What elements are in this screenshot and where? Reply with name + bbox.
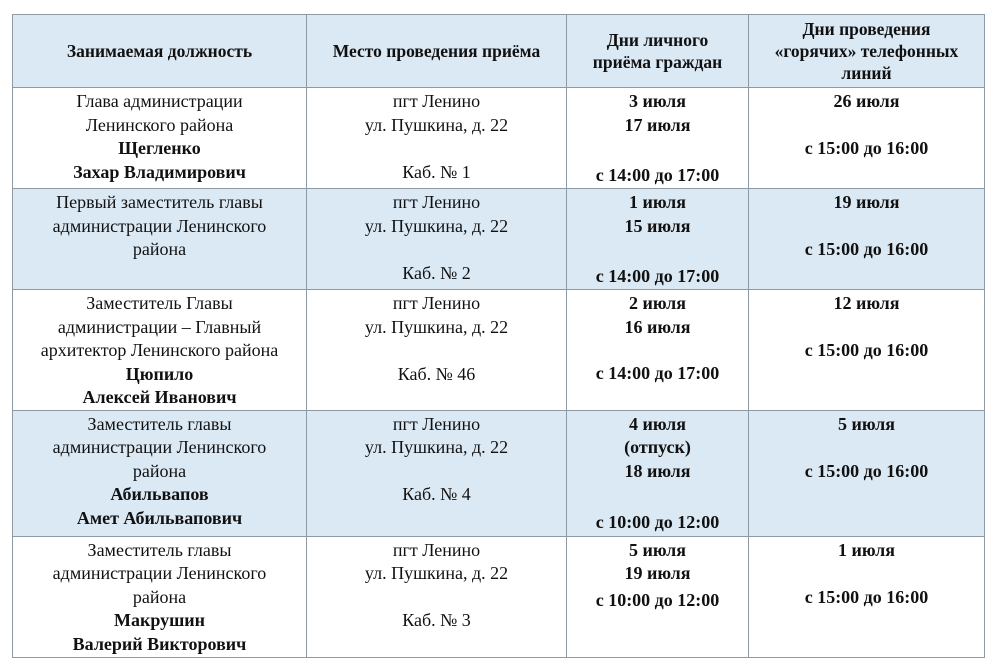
table-row: [13, 189, 985, 290]
schedule-table: [12, 14, 985, 658]
header-position: Занимаемая должность: [13, 15, 307, 88]
hotline-cell: 1 июля с 15:00 до 16:00: [749, 536, 985, 657]
header-place: Место проведения приёма: [307, 15, 567, 88]
official-name: Щегленко: [118, 138, 201, 158]
reception-time: с 14:00 до 17:00: [595, 265, 720, 286]
reception-cell: 1 июля 15 июля с 14:00 до 17:00: [567, 189, 749, 290]
reception-time: с 10:00 до 12:00: [595, 512, 720, 532]
cabinet: Каб. № 4: [402, 484, 471, 504]
reception-cell: 5 июля 19 июля с 10:00 до 12:00: [567, 536, 749, 657]
reception-time: с 14:00 до 17:00: [595, 363, 720, 383]
hotline-cell: 19 июля с 15:00 до 16:00: [749, 189, 985, 290]
reception-cell: 4 июля (отпуск) 18 июля с 10:00 до 12:00: [567, 410, 749, 536]
hotline-time: с 15:00 до 16:00: [804, 239, 929, 259]
position-cell: Глава администрации Ленинского района Щегленко Захар Владимирович: [13, 88, 307, 189]
official-name: Захар Владимирович: [73, 161, 246, 182]
table-row: [13, 536, 985, 657]
table-row: [13, 410, 985, 536]
cabinet: Каб. № 3: [402, 610, 471, 630]
table-row: [13, 88, 985, 189]
hotline-cell: 26 июля с 15:00 до 16:00: [749, 88, 985, 189]
cabinet: Каб. № 46: [397, 363, 476, 384]
place-cell: пгт Ленино ул. Пушкина, д. 22 Каб. № 3: [307, 536, 567, 657]
cabinet: Каб. № 2: [402, 262, 471, 283]
reception-cell: 3 июля 17 июля с 14:00 до 17:00: [567, 88, 749, 189]
official-name: Макрушин: [113, 610, 206, 630]
official-name: Абильвапов: [110, 484, 209, 504]
place-cell: пгт Ленино ул. Пушкина, д. 22 Каб. № 2: [307, 189, 567, 290]
position-cell: Первый заместитель главы администрации Ленинского района: [13, 189, 307, 290]
reception-cell: 2 июля 16 июля с 14:00 до 17:00: [567, 290, 749, 411]
position-cell: Заместитель Главы администрации – Главный архитектор Ленинского района Цюпило Алексей Иванович: [13, 290, 307, 411]
position-cell: Заместитель главы администрации Ленинского района Абильвапов Амет Абильвапович: [13, 410, 307, 536]
official-name: Валерий Викторович: [72, 633, 247, 654]
hotline-time: с 15:00 до 16:00: [804, 138, 929, 158]
place-cell: пгт Ленино ул. Пушкина, д. 22 Каб. № 4: [307, 410, 567, 536]
hotline-time: с 15:00 до 16:00: [804, 460, 929, 481]
official-name: Алексей Иванович: [82, 387, 237, 407]
place-cell: пгт Ленино ул. Пушкина, д. 22 Каб. № 1: [307, 88, 567, 189]
hotline-time: с 15:00 до 16:00: [804, 340, 929, 360]
official-name: Цюпило: [125, 363, 194, 384]
hotline-cell: 5 июля с 15:00 до 16:00: [749, 410, 985, 536]
place-cell: пгт Ленино ул. Пушкина, д. 22 Каб. № 46: [307, 290, 567, 411]
header-row: [13, 15, 985, 88]
position-cell: Заместитель главы администрации Ленинского района Макрушин Валерий Викторович: [13, 536, 307, 657]
reception-time: с 10:00 до 12:00: [595, 589, 720, 610]
official-name: Амет Абильвапович: [76, 507, 243, 528]
cabinet: Каб. № 1: [402, 161, 471, 182]
header-reception-days: Дни личного приёма граждан: [567, 15, 749, 88]
table-row: [13, 290, 985, 411]
header-hotline-days: Дни проведения «горячих» телефонных линий: [749, 15, 985, 88]
reception-time: с 14:00 до 17:00: [595, 164, 720, 185]
hotline-time: с 15:00 до 16:00: [804, 586, 929, 607]
hotline-cell: 12 июля с 15:00 до 16:00: [749, 290, 985, 411]
